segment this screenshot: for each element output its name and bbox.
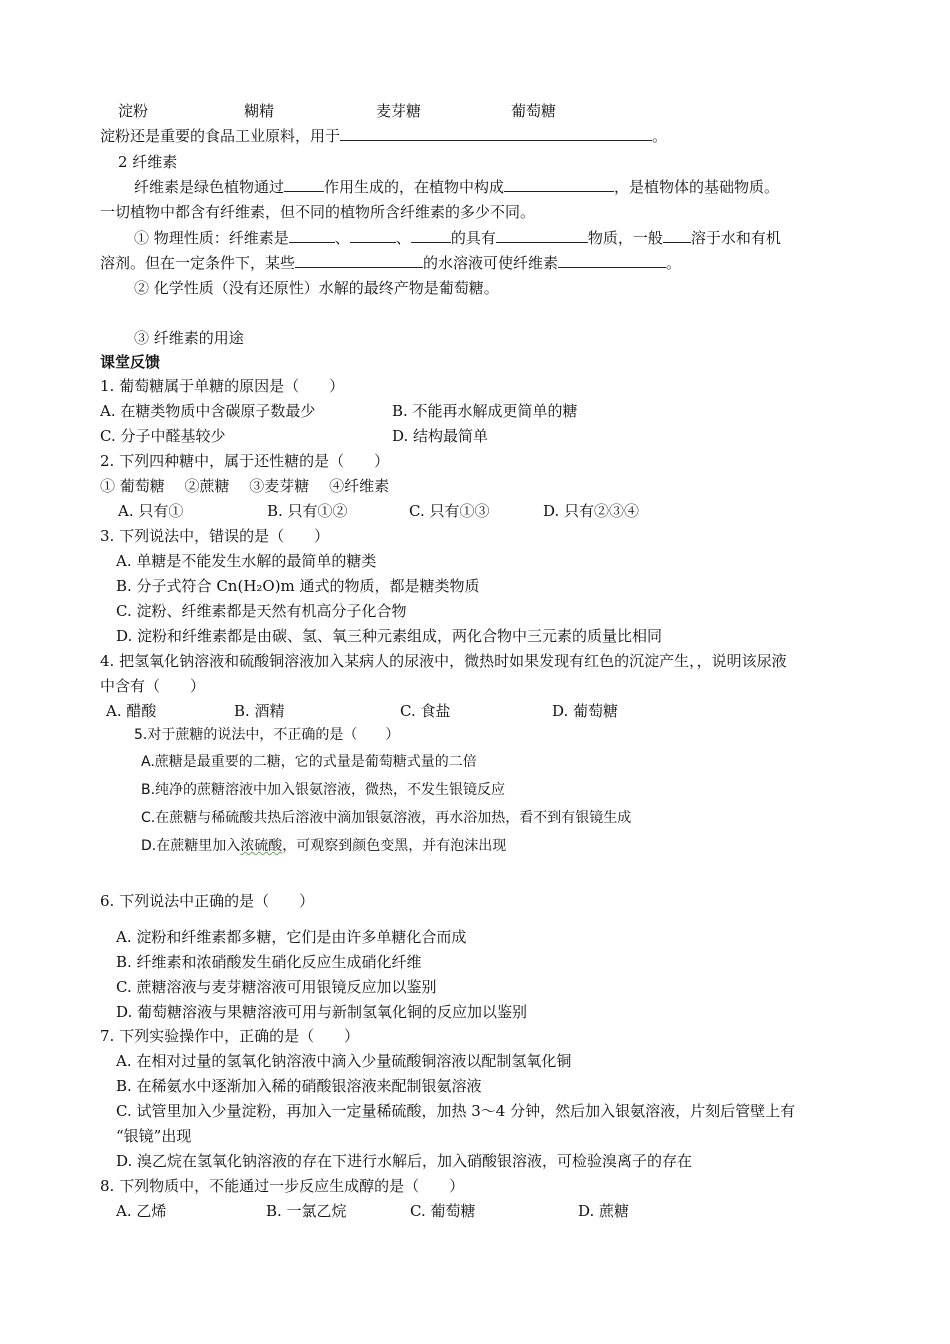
phys-a: ① 物理性质：纤维素是	[134, 229, 289, 247]
blank	[295, 253, 423, 268]
q5-stem: 5.对于蔗糖的说法中，不正确的是（ ）	[134, 727, 400, 743]
q2-option-a: A. 只有①	[118, 502, 184, 520]
q5-option-d	[141, 836, 506, 856]
blank	[350, 228, 396, 243]
q4-stem-line2: 中含有（ ）	[100, 677, 206, 695]
q1-stem: 1. 葡萄糖属于单糖的原因是（ ）	[100, 377, 345, 395]
q7-option-a: A. 在相对过量的氢氧化钠溶液中滴入少量硫酸铜溶液以配制氢氧化铜	[116, 1052, 572, 1070]
phys2-a: 溶剂。但在一定条件下，某些	[100, 254, 296, 272]
blank	[558, 253, 666, 268]
blank	[289, 228, 335, 243]
q5-d-pre: D.在蔗糖里加入	[141, 838, 241, 854]
q4-stem-line1: 4. 把氢氧化钠溶液和硫酸铜溶液加入某病人的尿液中，微热时如果发现有红色的沉淀产生，，说明该尿液	[100, 652, 787, 670]
q5-option-c: C.在蔗糖与稀硫酸共热后溶液中滴加银氨溶液，再水浴加热，看不到有银镜生成	[141, 810, 632, 826]
cellulose-heading: 2 纤维素	[118, 153, 178, 171]
q7-option-b: B. 在稀氨水中逐渐加入稀的硝酸银溶液来配制银氨溶液	[116, 1077, 482, 1095]
q3-option-c: C. 淀粉、纤维素都是天然有机高分子化合物	[116, 602, 407, 620]
q4-option-c: C. 食盐	[400, 702, 451, 720]
phys-sep: 、	[334, 229, 350, 247]
q8-option-a: A. 乙烯	[116, 1202, 167, 1220]
phys-c: 物质，一般	[587, 229, 663, 247]
q5-option-b: B.纯净的蔗糖溶液中加入银氨溶液，微热，不发生银镜反应	[141, 782, 506, 798]
cellulose-p1-b: 作用生成的，在植物中构成	[324, 178, 505, 196]
blank	[504, 177, 614, 192]
q3-option-b: B. 分子式符合 Cn(H₂O)m 通式的物质，都是糖类物质	[116, 577, 480, 595]
phys2-b: 的水溶液可使纤维素	[423, 254, 559, 272]
q2-stem: 2. 下列四种糖中，属于还性糖的是（ ）	[100, 452, 390, 470]
q5-option-a: A.蔗糖是最重要的二糖，它的式量是葡萄糖式量的二倍	[141, 754, 477, 770]
starch-use-prefix: 淀粉还是重要的食品工业原料，用于	[100, 127, 341, 145]
q3-option-a: A. 单糖是不能发生水解的最简单的糖类	[116, 552, 377, 570]
feedback-title: 课堂反馈	[100, 353, 161, 371]
q4-option-d: D. 葡萄糖	[552, 702, 619, 720]
q1-option-c: C. 分子中醛基较少	[100, 427, 226, 445]
starch-use-suffix: 。	[652, 127, 668, 145]
blank	[411, 228, 451, 243]
q4-option-a: A. 醋酸	[106, 702, 157, 720]
q6-option-d: D. 葡萄糖溶液与果糖溶液可用与新制氢氧化铜的反应加以鉴别	[116, 1003, 528, 1021]
q7-option-c-line2: “银镜”出现	[116, 1127, 192, 1145]
cellulose-p1	[134, 177, 779, 197]
q7-option-c-line1: C. 试管里加入少量淀粉，再加入一定量稀硫酸，加热 3～4 分钟，然后加入银氨溶液，片刻后管壁上有	[116, 1102, 796, 1120]
chain-glucose: 葡萄糖	[511, 102, 557, 120]
q3-option-d: D. 淀粉和纤维素都是由碳、氢、氧三种元素组成，两化合物中三元素的质量比相同	[116, 627, 663, 645]
q8-option-b: B. 一氯乙烷	[266, 1202, 347, 1220]
q1-option-a: A. 在糖类物质中含碳原子数最少	[100, 402, 316, 420]
q5-d-post: ，可观察到颜色变黑，并有泡沫出现	[282, 838, 507, 854]
cellulose-p1-c: ，是植物体的基础物质。	[614, 178, 780, 196]
q3-stem: 3. 下列说法中，错误的是（ ）	[100, 527, 330, 545]
q6-option-a: A. 淀粉和纤维素都多糖，它们是由许多单糖化合而成	[116, 928, 467, 946]
cellulose-physical-line2	[100, 253, 681, 273]
cellulose-p1-a: 纤维素是绿色植物通过	[134, 178, 285, 196]
cellulose-p1-line2: 一切植物中都含有纤维素，但不同的植物所含纤维素的多少不同。	[100, 203, 536, 221]
phys-b: 的具有	[450, 229, 496, 247]
starch-use-blank	[340, 126, 652, 141]
q6-option-c: C. 蔗糖溶液与麦芽糖溶液可用银镜反应加以鉴别	[116, 978, 437, 996]
q2-option-c: C. 只有①③	[409, 502, 490, 520]
cellulose-chemical: ② 化学性质（没有还原性）水解的最终产物是葡萄糖。	[134, 279, 499, 297]
q8-stem: 8. 下列物质中，不能通过一步反应生成醇的是（ ）	[100, 1177, 465, 1195]
q8-option-c: C. 葡萄糖	[410, 1202, 476, 1220]
blank	[663, 228, 691, 243]
q8-option-d: D. 蔗糖	[578, 1202, 630, 1220]
cellulose-use: ③ 纤维素的用途	[134, 329, 244, 347]
blank	[284, 177, 324, 192]
phys-d: 溶于水和有机	[690, 229, 781, 247]
q7-option-d: D. 溴乙烷在氢氧化钠溶液的存在下进行水解后，加入硝酸银溶液，可检验溴离子的存在	[116, 1152, 693, 1170]
q2-option-d: D. 只有②③④	[543, 502, 640, 520]
q6-option-b: B. 纤维素和浓硝酸发生硝化反应生成硝化纤维	[116, 953, 422, 971]
q1-option-d: D. 结构最简单	[392, 427, 489, 445]
chain-dextrin: 糊精	[244, 102, 275, 120]
q7-stem: 7. 下列实验操作中，正确的是（ ）	[100, 1027, 360, 1045]
q4-option-b: B. 酒精	[234, 702, 285, 720]
chain-starch: 淀粉	[118, 102, 149, 120]
q2-option-b: B. 只有①②	[267, 502, 348, 520]
q1-option-b: B. 不能再水解成更简单的糖	[392, 402, 578, 420]
q2-items: ① 葡萄糖 ②蔗糖 ③麦芽糖 ④纤维素	[100, 477, 390, 495]
starch-use-line	[100, 126, 667, 146]
phys2-c: 。	[666, 254, 682, 272]
blank	[496, 228, 588, 243]
chain-maltose: 麦芽糖	[376, 102, 422, 120]
q6-stem: 6. 下列说法中正确的是（ ）	[100, 892, 315, 910]
phys-sep: 、	[395, 229, 411, 247]
cellulose-physical	[134, 228, 781, 248]
q5-d-mark: 浓硫酸	[240, 838, 283, 854]
